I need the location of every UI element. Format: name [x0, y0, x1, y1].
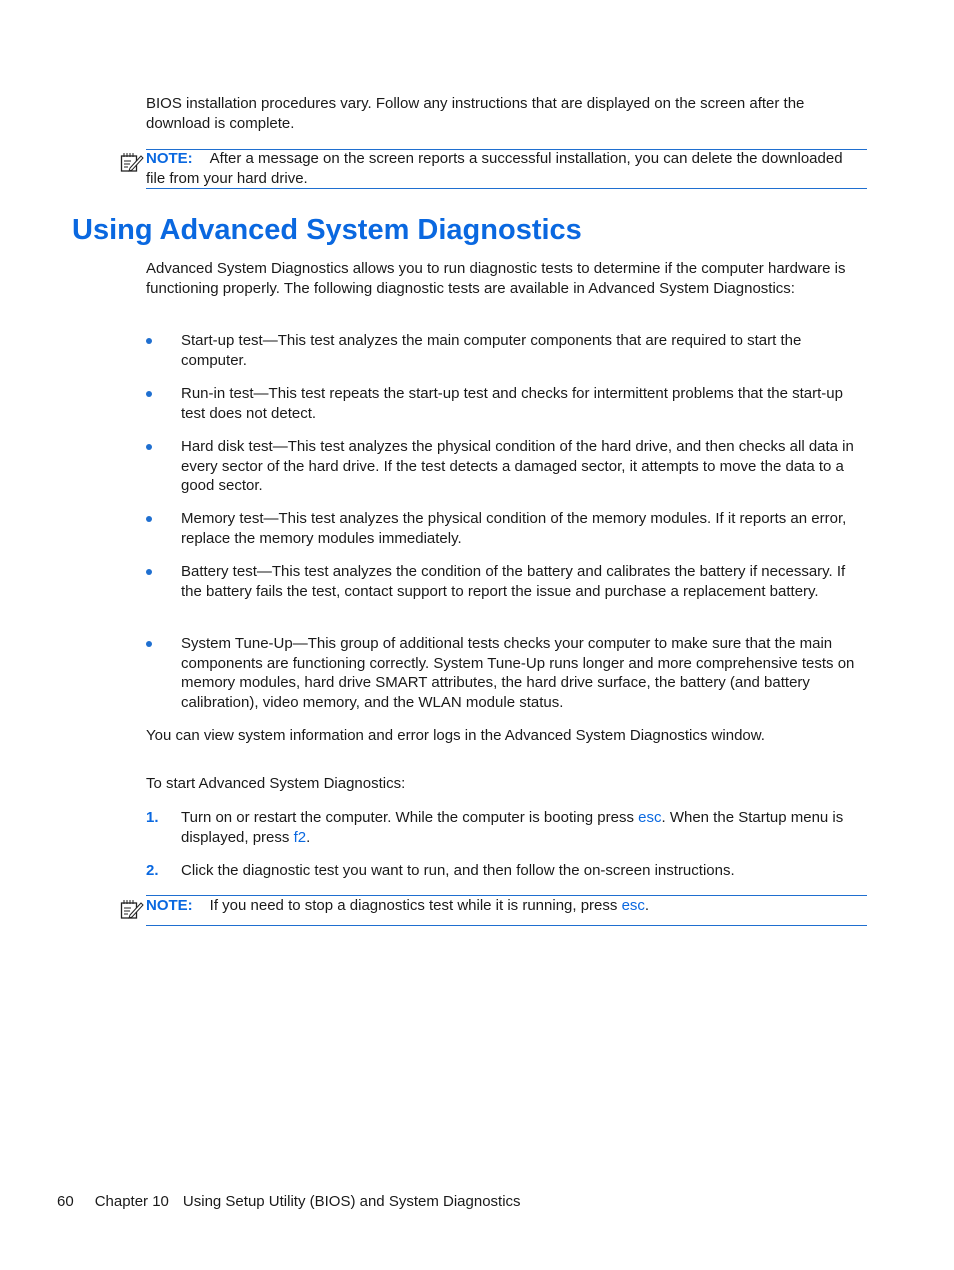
note-text: .: [644, 897, 650, 914]
page-number: 60: [57, 1193, 74, 1210]
view-logs-paragraph: You can view system information and error logs in the Advanced System Diagnostics window.: [146, 727, 765, 744]
key-esc: esc: [621, 897, 645, 914]
intro-paragraph: BIOS installation procedures vary. Follow any instructions that are displayed on the screen after the download is complete.: [146, 95, 805, 132]
bullet-item: Battery test—This test analyzes the condition of the battery and calibrates the battery if necessary. If the battery fails the test, contact support to report the issue and purchase a replacement battery.: [181, 563, 846, 600]
bullet-dot-icon: [146, 516, 152, 522]
bullet-item: Start-up test—This test analyzes the main computer components that are required to start the computer.: [181, 332, 802, 369]
bullet-dot-icon: [146, 444, 152, 450]
note-text: After a message on the screen reports a successful installation, you can delete the downloaded file from your hard drive.: [146, 150, 843, 187]
note-label: NOTE:: [146, 150, 193, 167]
section-title: Using Advanced System Diagnostics: [72, 214, 582, 246]
step-number: 2.: [146, 862, 159, 879]
chapter-title: Using Setup Utility (BIOS) and System Diagnostics: [182, 1193, 521, 1210]
step-text: [181, 808, 846, 847]
step-text-part: .: [306, 828, 311, 846]
step-number: 1.: [146, 809, 159, 826]
note-pencil-icon: [119, 898, 144, 920]
chapter-label: Chapter 10: [94, 1193, 169, 1210]
bullet-dot-icon: [146, 338, 152, 344]
bullet-dot-icon: [146, 569, 152, 575]
step-text-part: . When the Startup menu is displayed, press: [181, 809, 844, 846]
section-paragraph: Advanced System Diagnostics allows you to run diagnostic tests to determine if the computer hardware is functioning properly. The following diagnostic tests are available in Advanced System Diagnostics:: [146, 260, 846, 297]
step-text: Click the diagnostic test you want to run, and then follow the on-screen instructions.: [181, 862, 735, 879]
key-esc: esc: [638, 809, 662, 826]
bullet-item: Hard disk test—This test analyzes the physical condition of the hard drive, and then checks all data in every sector of the hard drive. If the test detects a damaged sector, it attempts to move the data to a good sector.: [181, 438, 854, 494]
note-content: [146, 896, 864, 916]
bullet-item: Run-in test—This test repeats the start-up test and checks for intermittent problems that the start-up test does not detect.: [181, 385, 843, 422]
bullet-item: System Tune-Up—This group of additional tests checks your computer to make sure that the main components are functioning correctly. System Tune-Up runs longer and more comprehensive tests on memory modules, hard drive SMART attributes, the hard drive surface, the battery (and battery calibration), video memory, and the WLAN module status.: [181, 635, 855, 711]
note-content: [146, 149, 864, 188]
note-box: [146, 895, 867, 926]
note-label: NOTE:: [146, 897, 193, 914]
bullet-item: Memory test—This test analyzes the physical condition of the memory modules. If it reports an error, replace the memory modules immediately.: [181, 510, 847, 547]
start-intro: To start Advanced System Diagnostics:: [146, 775, 406, 792]
step-text-part: Turn on or restart the computer. While the computer is booting press: [181, 809, 639, 826]
bullet-dot-icon: [146, 641, 152, 647]
note-text: If you need to stop a diagnostics test while it is running, press: [209, 897, 622, 914]
note-box: [146, 149, 867, 189]
note-pencil-icon: [119, 151, 144, 173]
page-footer: [57, 1192, 521, 1212]
key-f2: f2: [293, 828, 307, 846]
bullet-dot-icon: [146, 391, 152, 397]
